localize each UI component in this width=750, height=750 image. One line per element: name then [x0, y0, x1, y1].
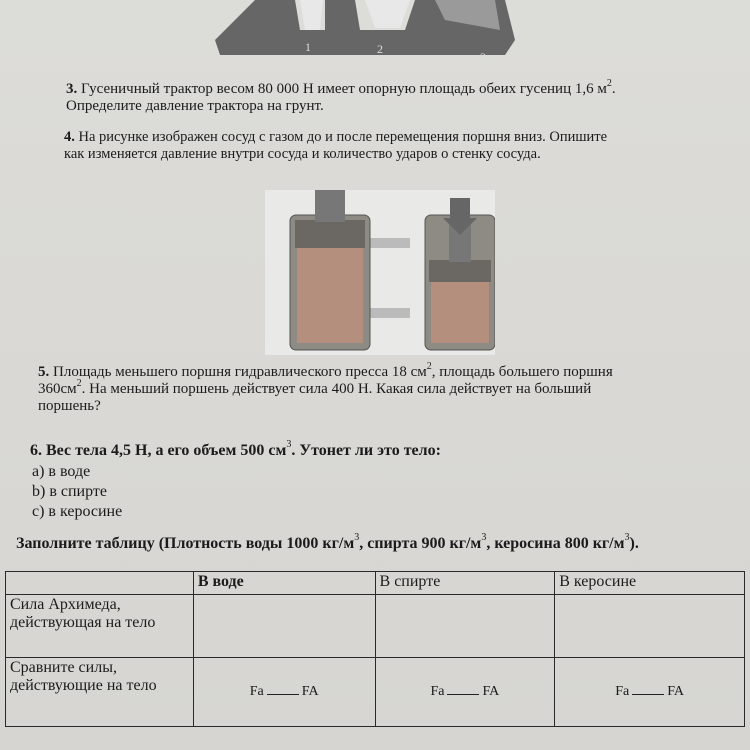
question-3: [66, 78, 746, 115]
fill-part-b: , спирта 900 кг/м: [359, 535, 482, 552]
q6-option-c: c) в керосине: [32, 503, 123, 520]
fa-right: FA: [667, 684, 685, 699]
fa-left: Fa: [430, 684, 445, 699]
q6-sup: 3: [286, 439, 292, 450]
q5-number: 5.: [38, 364, 50, 380]
fill-part-a: Заполните таблицу (Плотность воды 1000 кг/м: [16, 535, 355, 552]
table-row: [6, 658, 745, 727]
q5-line1b: , площадь большего поршня: [431, 364, 613, 380]
fa-left: Fa: [249, 684, 264, 699]
compare-cell-alcohol[interactable]: [375, 658, 555, 727]
question-5: [38, 361, 738, 415]
fill-part-c: , керосина 800 кг/м: [486, 535, 625, 552]
q6-option-b: b) в спирте: [32, 483, 107, 500]
fill-part-d: ).: [629, 535, 639, 552]
pressure-shapes-figure: [205, 0, 525, 62]
fa-right: FA: [482, 684, 500, 699]
answer-cell-water-1[interactable]: [193, 595, 375, 658]
fill-sup-3: 3: [624, 532, 630, 543]
q5-line1a: Площадь меньшего поршня гидравлического пресса 18 см: [53, 364, 427, 380]
fill-sup-2: 3: [481, 532, 487, 543]
compare-cell-water[interactable]: [193, 658, 375, 727]
fill-sup-1: 3: [354, 532, 360, 543]
blank-line: [632, 694, 664, 695]
row-label-compare: Сравните силы, действующие на тело: [6, 658, 194, 727]
table-header-row: [6, 572, 745, 595]
question-6: [30, 441, 730, 460]
q6-number: 6.: [30, 442, 42, 459]
q3-sup: 2: [606, 78, 612, 89]
q3-text: Гусеничный трактор весом 80 000 Н имеет опорную площадь обеих гусениц 1,6 м: [81, 81, 607, 97]
answer-table: [5, 571, 745, 727]
table-header-alcohol: В спирте: [375, 572, 555, 595]
fa-left: Fa: [615, 684, 630, 699]
q6-text: Вес тела 4,5 Н, а его объем 500 см: [46, 442, 287, 459]
q6-end: . Утонет ли это тело:: [291, 442, 441, 459]
blank-line: [267, 694, 299, 695]
figure-label-3: 3: [480, 50, 486, 62]
answer-cell-alcohol-1[interactable]: [375, 595, 555, 658]
figure-label-2: 2: [377, 42, 383, 56]
q5-line2a: 360см: [38, 381, 77, 397]
compare-cell-kerosene[interactable]: [555, 658, 745, 727]
answer-cell-kerosene-1[interactable]: [555, 595, 745, 658]
q5-sup2: 2: [76, 378, 82, 389]
figure-label-1: 1: [305, 40, 311, 54]
q4-line1: На рисунке изображен сосуд с газом до и после перемещения поршня вниз. Опишите: [78, 129, 608, 145]
q3-number: 3.: [66, 81, 78, 97]
q5-line2b: . На меньший поршень действует сила 400 Н. Какая сила действует на больший: [81, 381, 592, 397]
table-row: [6, 595, 745, 658]
q4-number: 4.: [64, 129, 75, 145]
q3-end: .: [611, 81, 616, 97]
q5-line3: поршень?: [38, 398, 101, 414]
question-4: [64, 129, 744, 163]
fill-instruction: [16, 532, 746, 552]
row-label-archimedes: Сила Архимеда, действующая на тело: [6, 595, 194, 658]
q5-sup1: 2: [426, 361, 432, 372]
q6-options: [32, 462, 122, 522]
blank-line: [447, 694, 479, 695]
gas-vessels-figure: [265, 190, 495, 355]
table-header-water: В воде: [193, 572, 375, 595]
table-header-empty: [6, 572, 194, 595]
q3-line2: Определите давление трактора на грунт.: [66, 98, 324, 114]
q6-option-a: a) в воде: [32, 463, 91, 480]
q4-line2: как изменяется давление внутри сосуда и количество ударов о стенку сосуда.: [64, 146, 541, 162]
table-header-kerosene: В керосине: [555, 572, 745, 595]
fa-right: FA: [301, 684, 319, 699]
